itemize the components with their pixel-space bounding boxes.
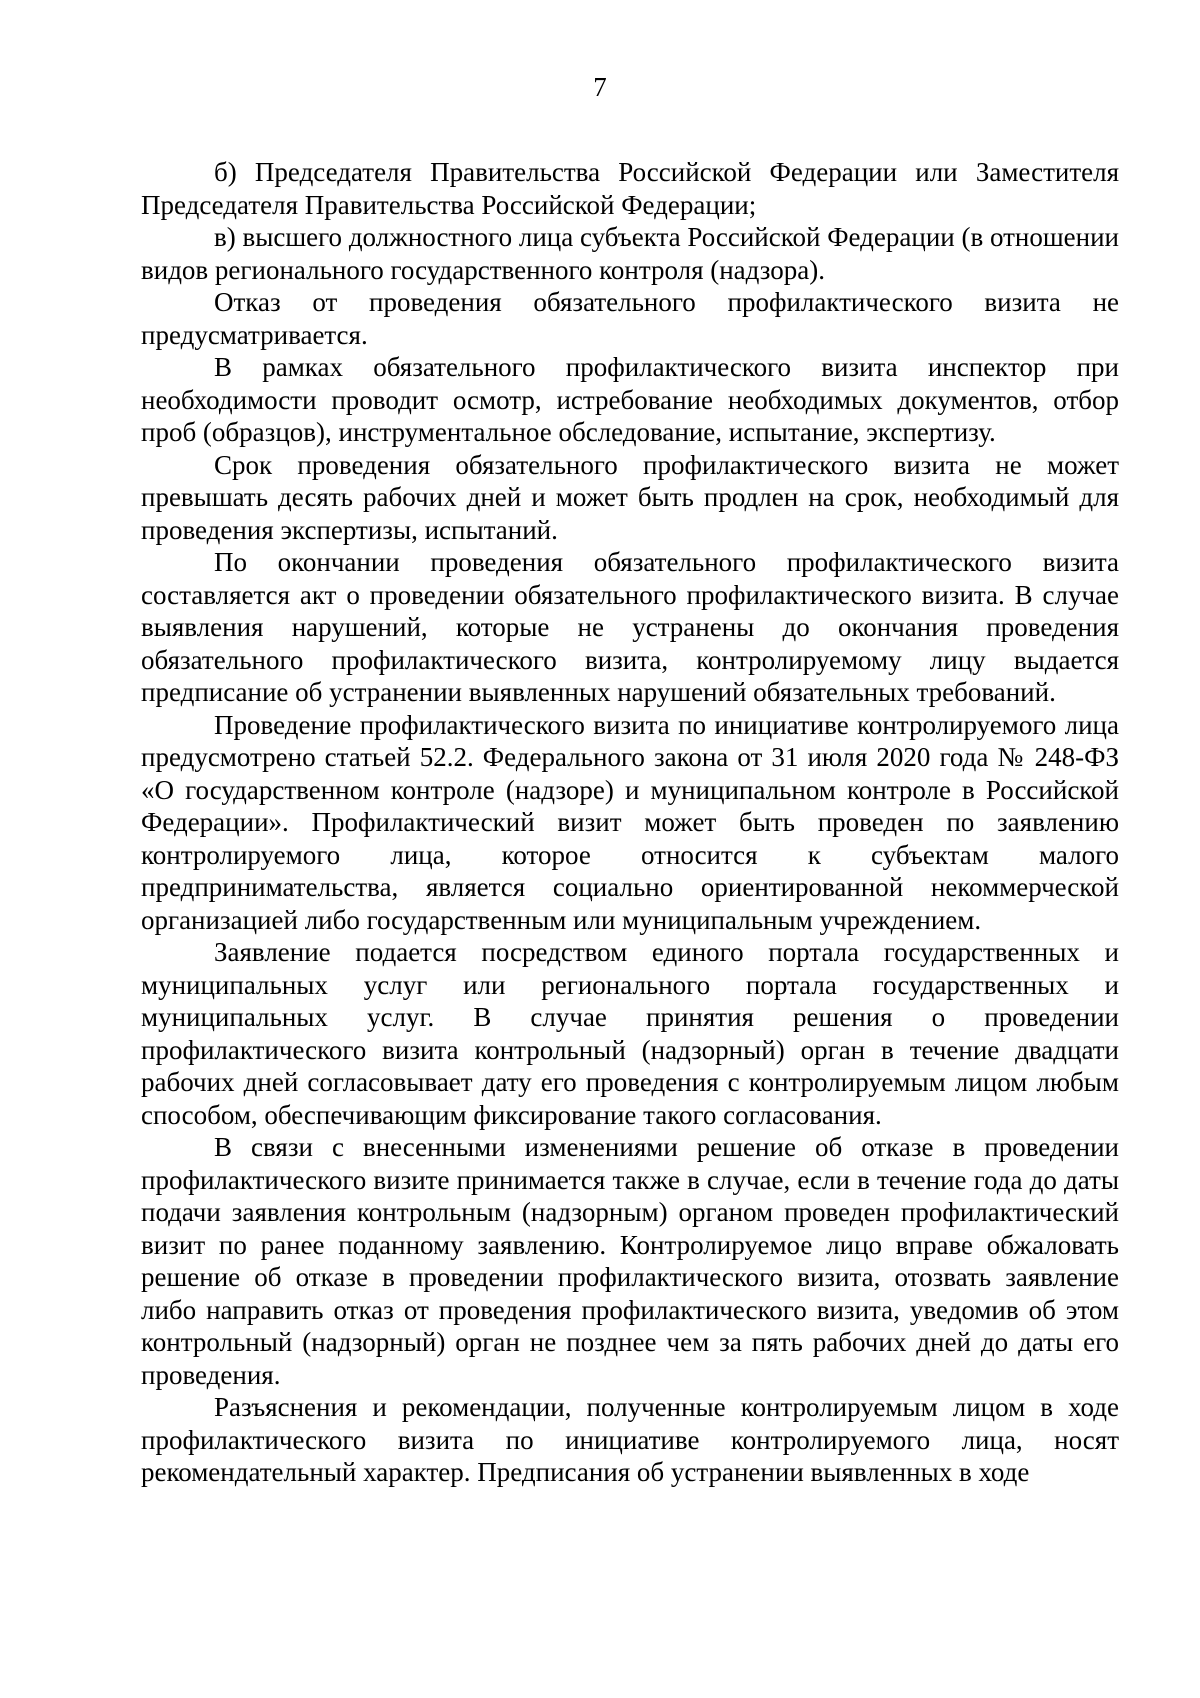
paragraph-chairman: б) Председателя Правительства Российской Федерации или Заместителя Председателя Правительства Российской Федерации; bbox=[141, 157, 1119, 220]
paragraph-regional-official: в) высшего должностного лица субъекта Российской Федерации (в отношении видов регионального государственного контроля (надзора). bbox=[141, 222, 1119, 285]
page-number: 7 bbox=[593, 72, 607, 102]
paragraph-inspector-actions: В рамках обязательного профилактического визита инспектор при необходимости проводит осмотр, истребование необходимых документов, отбор проб (образцов), инструментальное обследование, испытание, экспертизу. bbox=[141, 352, 1119, 447]
paragraph-refusal-decision: В связи с внесенными изменениями решение об отказе в проведении профилактического визите принимается также в случае, если в течение года до даты подачи заявления контрольным (надзорным) органом проведен профилактический визит по ранее поданному заявлению. Контролируемое лицо вправе обжаловать решение об отказе в проведении профилактического визита, отозвать заявление либо направить отказ от проведения профилактического визита, уведомив об этом контрольный (надзорный) орган не позднее чем за пять рабочих дней до даты его проведения. bbox=[141, 1132, 1119, 1390]
paragraph-visit-duration: Срок проведения обязательного профилактического визита не может превышать десять рабочих дней и может быть продлен на срок, необходимый для проведения экспертизы, испытаний. bbox=[141, 449, 1119, 545]
document-body bbox=[141, 156, 1119, 1489]
paragraph-recommendations: Разъяснения и рекомендации, полученные контролируемым лицом в ходе профилактического визита по инициативе контролируемого лица, носят рекомендательный характер. Предписания об устранении выявленных в ходе bbox=[141, 1392, 1119, 1487]
paragraph-application: Заявление подается посредством единого портала государственных и муниципальных услуг или регионального портала государственных и муниципальных услуг. В случае принятия решения о проведении профилактического визита контрольный (надзорный) орган в течение двадцати рабочих дней согласовывает дату его проведения с контролируемым лицом любым способом, обеспечивающим фиксирование такого согласования. bbox=[141, 937, 1119, 1130]
paragraph-initiative-visit: Проведение профилактического визита по инициативе контролируемого лица предусмотрено статьей 52.2. Федерального закона от 31 июля 2020 года № 248-ФЗ «О государственном контроле (надзоре) и муниципальном контроле в Российской Федерации». Профилактический визит может быть проведен по заявлению контролируемого лица, которое относится к субъектам малого предпринимательства, является социально ориентированной некоммерческой организацией либо государственным или муниципальным учреждением. bbox=[141, 709, 1119, 935]
paragraph-visit-act: По окончании проведения обязательного профилактического визита составляется акт о проведении обязательного профилактического визита. В случае выявления нарушений, которые не устранены до окончания проведения обязательного профилактического визита, контролируемому лицу выдается предписание об устранении выявленных нарушений обязательных требований. bbox=[141, 547, 1119, 707]
paragraph-no-refusal: Отказ от проведения обязательного профилактического визита не предусматривается. bbox=[141, 287, 1119, 350]
